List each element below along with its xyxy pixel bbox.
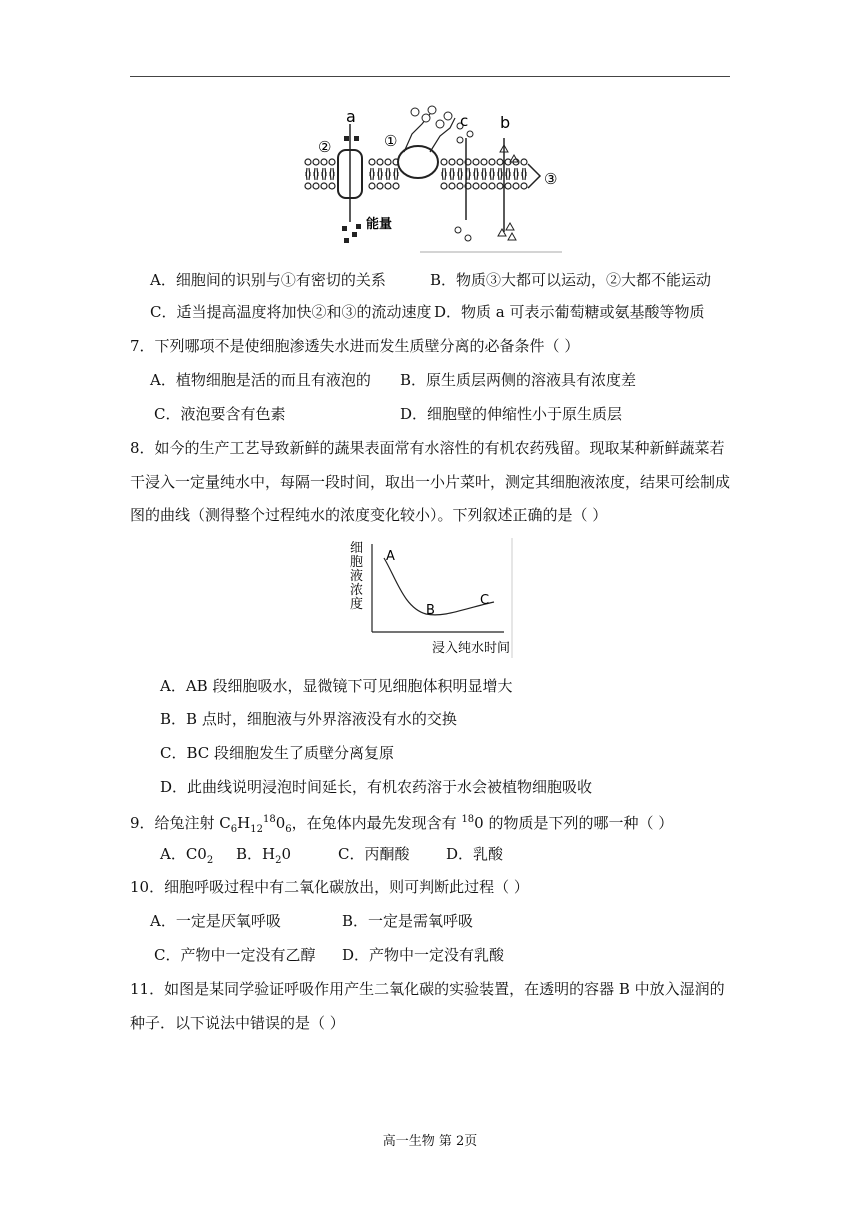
label-c: c xyxy=(460,112,469,130)
label-a: a xyxy=(346,107,356,126)
q7-option-a: A．植物细胞是活的而且有液泡的 xyxy=(150,371,371,389)
q10-stem: 10．细胞呼吸过程中有二氧化碳放出，则可判断此过程（ ） xyxy=(130,878,529,896)
page-footer: 高一生物 第 2页 xyxy=(382,1134,478,1149)
point-a-label: A xyxy=(386,549,395,564)
q9-option-d: D．乳酸 xyxy=(446,845,504,863)
label-1: ① xyxy=(384,132,398,150)
q11-stem-line2: 种子．以下说法中错误的是（ ） xyxy=(130,1014,345,1032)
q8-option-d: D．此曲线说明浸泡时间延长，有机农药溶于水会被植物细胞吸收 xyxy=(160,778,593,796)
q6-option-d: D．物质 a 可表示葡萄糖或氨基酸等物质 xyxy=(434,303,705,321)
q7-stem: 7．下列哪项不是使细胞渗透失水进而发生质壁分离的必备条件（ ） xyxy=(130,337,580,355)
q7-option-b: B．原生质层两侧的溶液具有浓度差 xyxy=(400,371,637,389)
q8-option-b: B．B 点时，细胞液与外界溶液没有水的交换 xyxy=(160,710,457,728)
q9-option-b: B．$H_20$ xyxy=(236,845,292,866)
q8-stem-line2: 干浸入一定量纯水中，每隔一段时间，取出一小片菜叶，测定其细胞液浓度，结果可绘制成 xyxy=(130,473,731,491)
q11-stem-line1: 11．如图是某同学验证呼吸作用产生二氧化碳的实验装置，在透明的容器 B 中放入湿润的 xyxy=(130,980,725,998)
label-b: b xyxy=(500,113,511,132)
q6-option-c: C．适当提高温度将加快②和③的流动速度 xyxy=(150,303,432,321)
q10-option-b: B．一定是需氧呼吸 xyxy=(342,912,474,930)
svg-text:细胞液浓度: 细胞液浓度 xyxy=(350,541,364,612)
q8-option-c: C．BC 段细胞发生了质壁分离复原 xyxy=(160,744,395,762)
energy-label: 能量 xyxy=(366,217,393,232)
q7-option-c: C．液泡要含有色素 xyxy=(154,405,286,423)
q9-stem: 9．给兔注射 $C_6H_{12}^{18}0_6$，在兔体内最先发现含有 $^{18}$0 的物质是下列的哪一种（ ） xyxy=(130,814,674,835)
point-c-label: C xyxy=(480,593,490,608)
q8-option-a: A．AB 段细胞吸水，显微镜下可见细胞体积明显增大 xyxy=(160,677,513,695)
header-rule xyxy=(130,76,730,77)
label-3: ③ xyxy=(544,170,558,188)
q9-option-a: A．$C0_2$ xyxy=(160,845,214,866)
q10-option-d: D．产物中一定没有乳酸 xyxy=(342,946,505,964)
cell-membrane-figure xyxy=(300,104,570,254)
x-axis-label: 浸入纯水时间 xyxy=(432,641,511,656)
q6-option-a: A．细胞间的识别与①有密切的关系 xyxy=(150,271,386,289)
q8-stem-line1: 8．如今的生产工艺导致新鲜的蔬果表面常有水溶性的有机农药残留。现取某种新鲜蔬菜若 xyxy=(130,439,725,457)
q6-option-b: B．物质③大都可以运动，②大都不能运动 xyxy=(430,271,712,289)
concentration-graph xyxy=(346,536,516,660)
q8-stem-line3: 图的曲线（测得整个过程纯水的浓度变化较小）。下列叙述正确的是（ ） xyxy=(130,506,608,524)
y-axis-label xyxy=(350,541,363,612)
point-b-label: B xyxy=(426,603,435,618)
q10-option-c: C．产物中一定没有乙醇 xyxy=(154,946,316,964)
q7-option-d: D．细胞壁的伸缩性小于原生质层 xyxy=(400,405,623,423)
label-2: ② xyxy=(318,138,332,156)
q9-option-c: C．丙酮酸 xyxy=(338,845,410,863)
q10-option-a: A．一定是厌氧呼吸 xyxy=(150,912,281,930)
